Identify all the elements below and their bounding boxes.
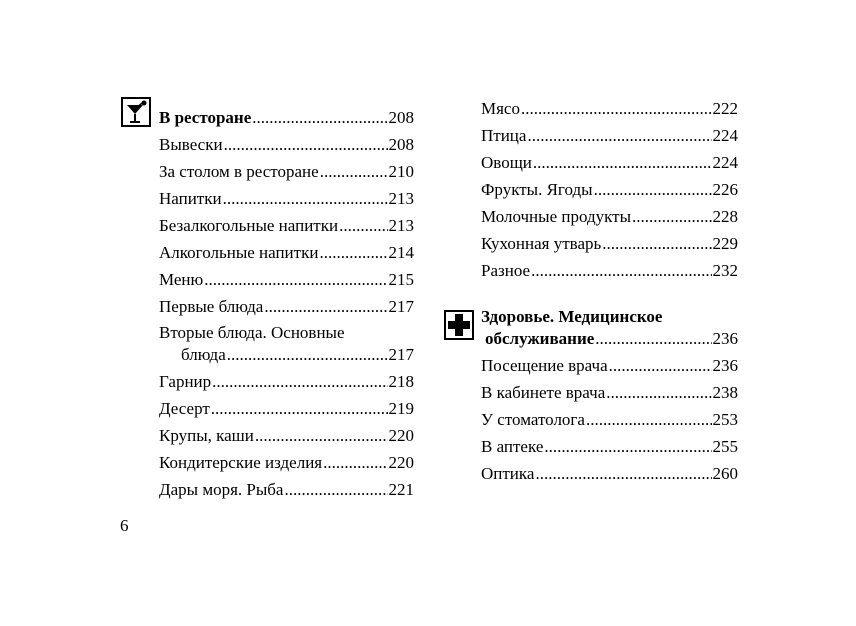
toc-leader: [224, 135, 388, 155]
toc-item-label: Кухонная утварь: [481, 234, 602, 253]
toc-item[interactable]: [481, 376, 738, 403]
toc-page-number: 220: [388, 426, 414, 445]
toc-item-label: Напитки: [159, 189, 222, 208]
toc-item-label: За столом в ресторане: [159, 162, 319, 181]
toc-item[interactable]: [481, 200, 738, 227]
toc-section-title-line1: Здоровье. Медицинское: [481, 307, 663, 326]
toc-leader: [264, 297, 387, 317]
toc-leader: [255, 426, 388, 446]
toc-page-number: 224: [712, 153, 738, 172]
toc-item[interactable]: [481, 92, 738, 119]
toc-item[interactable]: [481, 173, 738, 200]
toc-item[interactable]: [481, 430, 738, 457]
toc-page-number: 253: [712, 410, 738, 429]
toc-item-label: Посещение врача: [481, 356, 608, 375]
toc-leader: [339, 216, 387, 236]
toc-right-column: [481, 92, 738, 484]
toc-page-number: 232: [712, 261, 738, 280]
toc-leader: [535, 464, 711, 484]
toc-page-number: 213: [388, 216, 414, 235]
toc-item[interactable]: [159, 290, 414, 317]
toc-item[interactable]: [159, 263, 414, 290]
toc-item-label: Десерт: [159, 399, 210, 418]
toc-page-number: 229: [712, 234, 738, 253]
toc-leader: [544, 437, 711, 457]
toc-item[interactable]: [159, 182, 414, 209]
toc-leader: [320, 162, 388, 182]
toc-item[interactable]: [481, 403, 738, 430]
toc-page-number: 215: [388, 270, 414, 289]
toc-item-label: Алкогольные напитки: [159, 243, 319, 262]
toc-item-label: Птица: [481, 126, 527, 145]
toc-item-label: Дары моря. Рыба: [159, 480, 284, 499]
toc-item-label-line1: Вторые блюда. Основные: [159, 323, 345, 342]
toc-page-number: 255: [712, 437, 738, 456]
toc-item-two-line[interactable]: [159, 317, 414, 365]
toc-leader: [632, 207, 711, 227]
toc-page-number: 238: [712, 383, 738, 402]
toc-item[interactable]: [481, 254, 738, 281]
toc-page-number: 213: [388, 189, 414, 208]
toc-section-health[interactable]: [481, 301, 738, 349]
page-number: 6: [120, 516, 129, 535]
toc-page-number: 221: [388, 480, 414, 499]
toc-leader: [594, 180, 712, 200]
toc-section-restaurant[interactable]: [159, 101, 414, 128]
toc-item[interactable]: [481, 457, 738, 484]
toc-item-label: Крупы, каши: [159, 426, 254, 445]
toc-item-label: У стоматолога: [481, 410, 585, 429]
toc-item-label: В аптеке: [481, 437, 544, 456]
toc-page-number: 260: [712, 464, 738, 483]
toc-page-number: 220: [388, 453, 414, 472]
toc-page-number: 217: [388, 297, 414, 316]
toc-leader: [211, 399, 388, 419]
toc-leader: [602, 234, 711, 254]
toc-item-label: Фрукты. Ягоды: [481, 180, 593, 199]
toc-leader: [595, 329, 711, 349]
toc-item-label-line2: блюда: [181, 345, 226, 364]
toc-page-number: 208: [388, 108, 414, 127]
toc-leader: [227, 345, 388, 365]
toc-leader: [521, 99, 712, 119]
toc-leader: [284, 480, 387, 500]
toc-leader: [609, 356, 712, 376]
toc-item-label: Оптика: [481, 464, 535, 483]
toc-item[interactable]: [159, 155, 414, 182]
toc-page-number: 228: [712, 207, 738, 226]
toc-item[interactable]: [159, 365, 414, 392]
toc-leader: [606, 383, 711, 403]
toc-item[interactable]: [481, 146, 738, 173]
toc-item[interactable]: [159, 236, 414, 263]
toc-page-number: 214: [388, 243, 414, 262]
toc-item[interactable]: [159, 128, 414, 155]
toc-page-number: 218: [388, 372, 414, 391]
toc-item[interactable]: [159, 392, 414, 419]
cocktail-glass-icon: [121, 97, 151, 127]
toc-item-label: В кабинете врача: [481, 383, 606, 402]
toc-page-number: 222: [712, 99, 738, 118]
toc-page-number: 208: [388, 135, 414, 154]
toc-item-label: Разное: [481, 261, 531, 280]
toc-item[interactable]: [159, 446, 414, 473]
toc-page-number: 219: [388, 399, 414, 418]
toc-item-label: Безалкогольные напитки: [159, 216, 339, 235]
toc-item-label: Овощи: [481, 153, 532, 172]
toc-page-number: 236: [712, 329, 738, 348]
toc-item-label: Кондитерские изделия: [159, 453, 323, 472]
toc-section-title: В ресторане: [159, 108, 252, 127]
cocktail-glass-svg: [123, 99, 149, 125]
toc-page-number: 236: [712, 356, 738, 375]
section-spacer: [481, 281, 738, 301]
toc-item[interactable]: [481, 227, 738, 254]
toc-item[interactable]: [481, 119, 738, 146]
medical-cross-icon: [444, 310, 474, 340]
toc-item-label: Гарнир: [159, 372, 212, 391]
toc-item[interactable]: [159, 209, 414, 236]
toc-leader: [204, 270, 387, 290]
toc-item[interactable]: [159, 419, 414, 446]
toc-page-number: 210: [388, 162, 414, 181]
toc-item[interactable]: [481, 349, 738, 376]
toc-page-number: 217: [388, 345, 414, 364]
toc-leader: [323, 453, 387, 473]
toc-section-title-line2: обслуживание: [485, 329, 595, 348]
toc-leader: [212, 372, 387, 392]
toc-item-label: Молочные продукты: [481, 207, 632, 226]
toc-page-number: 224: [712, 126, 738, 145]
toc-leader: [531, 261, 711, 281]
toc-leader: [533, 153, 712, 173]
toc-leader: [527, 126, 711, 146]
toc-left-column: [159, 101, 414, 500]
toc-item-label: Меню: [159, 270, 204, 289]
toc-leader: [252, 108, 387, 128]
toc-item-label: Мясо: [481, 99, 520, 118]
toc-item[interactable]: [159, 473, 414, 500]
toc-item-label: Первые блюда: [159, 297, 264, 316]
toc-leader: [586, 410, 712, 430]
toc-leader: [223, 189, 388, 209]
toc-leader: [319, 243, 387, 263]
toc-item-label: Вывески: [159, 135, 223, 154]
medical-cross-svg: [446, 312, 472, 338]
toc-page-number: 226: [712, 180, 738, 199]
